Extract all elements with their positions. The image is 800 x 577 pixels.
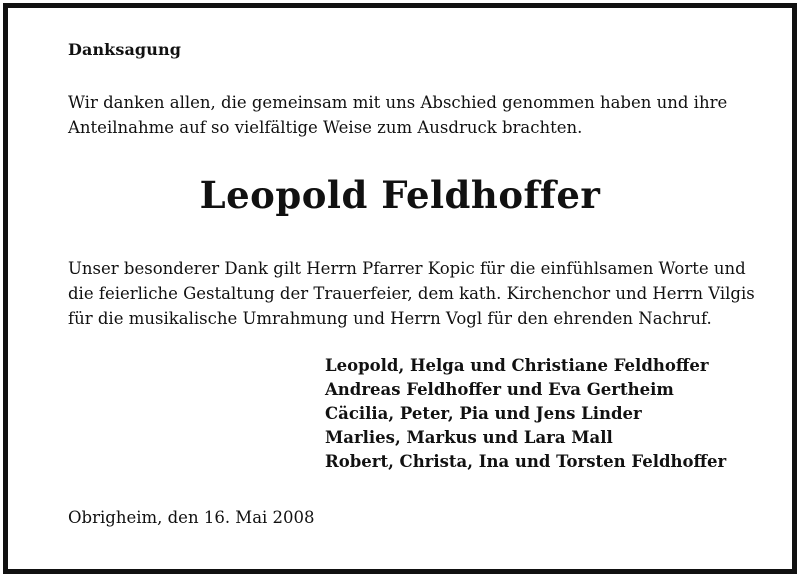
obituary-thank-you-notice: [3, 3, 797, 574]
deceased-name: Leopold Feldhoffer: [199, 173, 601, 217]
thanks-paragraph: [68, 256, 768, 331]
notice-heading: Danksagung: [68, 40, 181, 59]
signatory: Andreas Feldhoffer und Eva Gertheim: [325, 380, 674, 399]
signatories-list: [325, 354, 785, 474]
thanks-line: für die musikalische Umrahmung und Herrn Vogl für den ehrenden Nachruf.: [68, 309, 712, 328]
place-and-date: Obrigheim, den 16. Mai 2008: [68, 508, 315, 527]
intro-paragraph: [68, 90, 758, 140]
intro-line: Anteilnahme auf so vielfältige Weise zum Ausdruck brachten.: [68, 118, 583, 137]
signatory: Robert, Christa, Ina und Torsten Feldhoffer: [325, 452, 727, 471]
signatory: Leopold, Helga und Christiane Feldhoffer: [325, 356, 709, 375]
signatory: Marlies, Markus und Lara Mall: [325, 428, 613, 447]
thanks-line: Unser besonderer Dank gilt Herrn Pfarrer Kopic für die einfühlsamen Worte und: [68, 259, 746, 278]
intro-line: Wir danken allen, die gemeinsam mit uns Abschied genommen haben und ihre: [68, 93, 728, 112]
signatory: Cäcilia, Peter, Pia und Jens Linder: [325, 404, 642, 423]
thanks-line: die feierliche Gestaltung der Trauerfeier, dem kath. Kirchenchor und Herrn Vilgis: [68, 284, 755, 303]
